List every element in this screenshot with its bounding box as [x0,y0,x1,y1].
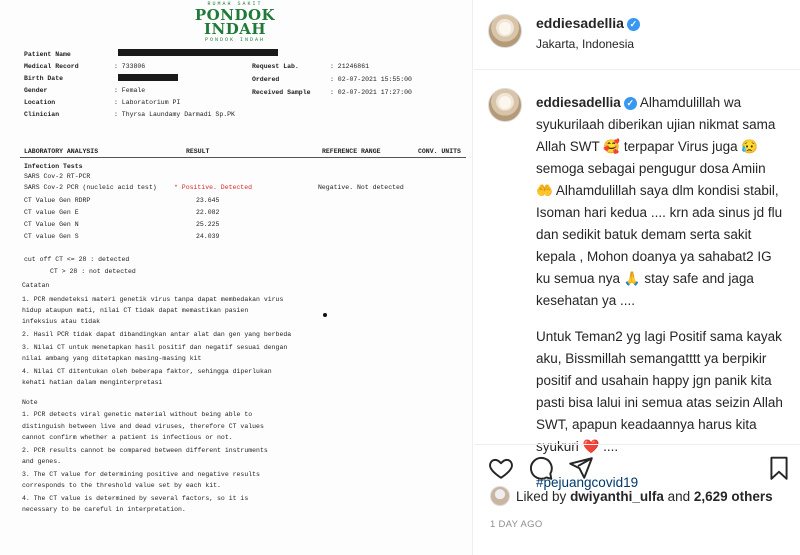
column-header: RESULT [186,148,210,155]
likes-summary: Liked by dwiyanthi_ulfa and 2,629 others [490,486,773,506]
field-label: Gender [24,87,48,94]
note-line: infeksius atau tidak [22,318,101,325]
hashtag-link[interactable]: #pejuangcovid19 [536,475,639,490]
field-label: Location [24,99,56,106]
post-timestamp[interactable]: 1 DAY AGO [490,519,543,530]
verified-badge-icon: ✓ [624,97,637,110]
note-line: corresponds to the threshold value set by each kit. [22,482,221,489]
field-value: : Female [114,87,146,94]
field-value: : Thyrsa Laundamy Darmadi Sp.PK [114,111,235,118]
column-header: LABORATORY ANALYSIS [24,148,99,155]
field-label: Patient Name [24,51,71,58]
note-line: 2. Hasil PCR tidak dapat dibandingkan antar alat dan gen yang berbeda [22,331,292,338]
cutoff-line: cut off CT <= 28 : detected [24,256,130,263]
redacted-value [118,49,278,56]
marker-dot [323,313,327,317]
location-link[interactable]: Jakarta, Indonesia [536,37,635,51]
avatar[interactable] [488,14,522,48]
ct-name: CT Value Gen N [24,221,79,228]
redacted-value [118,74,178,81]
post-caption [536,92,786,494]
column-header: CONV. UNITS [418,148,461,155]
field-label: Birth Date [24,75,64,82]
subsection-title: SARS Cov-2 RT-PCR [24,173,91,180]
cutoff-line: CT > 28 : not detected [50,268,136,275]
note-line: 3. The CT value for determining positive and negative results [22,471,260,478]
likes-count-link[interactable]: 2,629 others [693,489,773,504]
save-bookmark-icon[interactable] [766,455,792,481]
caption-text: Alhamdulillah wa syukurilaah diberikan ujian nikmat sama Allah SWT 🥰 terpapar Virus juga 😥 semoga sebagai pengugur dosa Amiin 🤲 Alhamdulillah saya dlm kondisi stabil, Isoman hari kedua .... krn ada sinus jd flu dan sedikit batuk demam serta sakit kepala , Mohon doanya ya sahabat2 IG ku semua nya 🙏 stay safe and jaga kesehatan ya .... [536,95,783,308]
field-label: Clinician [24,111,60,118]
field-value: : 733806 [114,63,146,70]
comment-icon[interactable] [528,455,554,481]
note-line: cannot confirm whether a patient is infectious or not. [22,434,233,441]
field-label: Medical Record [24,63,79,70]
note-line: 4. The CT value is determined by several factors, so it is [22,495,249,502]
ct-name: CT value Gen E [24,209,79,216]
post-header [474,0,800,70]
caption-paragraph: Untuk Teman2 yg lagi Positif sama kayak aku, Bissmillah semangatttt ya berpikir positif and usahain happy jgn panik kita pasti bisa lalui ini semua atas seizin Allah SWT, apapun keadaannya harus kita syukuri ❤️ .... [536,329,783,454]
note-line: hidup ataupun mati, nilai CT tidak dapat memastikan pasien [22,307,249,314]
caption-avatar[interactable] [488,88,522,122]
field-value: : 02-07-2021 15:55:00 [330,76,412,83]
column-header: REFERENCE RANGE [322,148,381,155]
field-value: : 02-07-2021 17:27:00 [330,89,412,96]
caption-paragraph [536,92,786,312]
username-link[interactable] [536,15,640,31]
note-line: 1. PCR mendeteksi materi genetik virus tanpa dapat membedakan virus [22,296,284,303]
ct-name: CT Value Gen RDRP [24,197,91,204]
note-line: nilai ambang yang ditetapkan masing-masing kit [22,355,202,362]
notes-title: Catatan [22,282,50,289]
username-text: eddiesadellia [536,15,624,31]
note-line: 4. Nilai CT ditentukan oleh beberapa faktor, sehingga diperlukan [22,368,272,375]
note-line: and genes. [22,458,62,465]
post-side-panel [474,0,800,555]
caption-username-link[interactable]: eddiesadellia [536,95,621,110]
liker-avatar[interactable] [490,486,510,506]
field-label: Request Lab. [252,63,299,70]
field-value: : 21246861 [330,63,370,70]
field-value: : Laboratorium PI [114,99,181,106]
share-icon[interactable] [568,455,594,481]
ct-value: 24.039 [196,233,220,240]
divider [20,157,466,158]
section-title: Infection Tests [24,163,83,170]
test-name: SARS Cov-2 PCR (nucleic acid test) [24,184,157,191]
ct-value: 22.082 [196,209,220,216]
field-label: Ordered [252,76,280,83]
field-label: Received Sample [252,89,311,96]
hospital-logo: RUMAH SAKIT PONDOK INDAH PONDOK INDAH [194,1,276,43]
reference-range: Negative. Not detected [318,184,404,191]
note-line: distinguish between live and dead viruses, therefore CT values [22,423,264,430]
ct-name: CT value Gen S [24,233,79,240]
note-line: necessary to be careful in interpretation. [22,506,186,513]
verified-badge-icon: ✓ [627,18,640,31]
liker-username-link[interactable]: dwiyanthi_ulfa [570,489,664,504]
notes-title: Note [22,399,38,406]
ct-value: 25.225 [196,221,220,228]
post-actions-bar [474,444,800,488]
note-line: 3. Nilai CT untuk menetapkan hasil positif dan negatif sesuai dengan [22,344,288,351]
ct-value: 23.645 [196,197,220,204]
note-line: kehati hatian dalam menginterpretasi [22,379,163,386]
test-result-positive: * Positive. Detected [174,184,253,191]
note-line: 1. PCR detects viral genetic material without being able to [22,411,253,418]
note-line: 2. PCR results cannot be compared between different instruments [22,447,268,454]
like-heart-icon[interactable] [488,455,514,481]
